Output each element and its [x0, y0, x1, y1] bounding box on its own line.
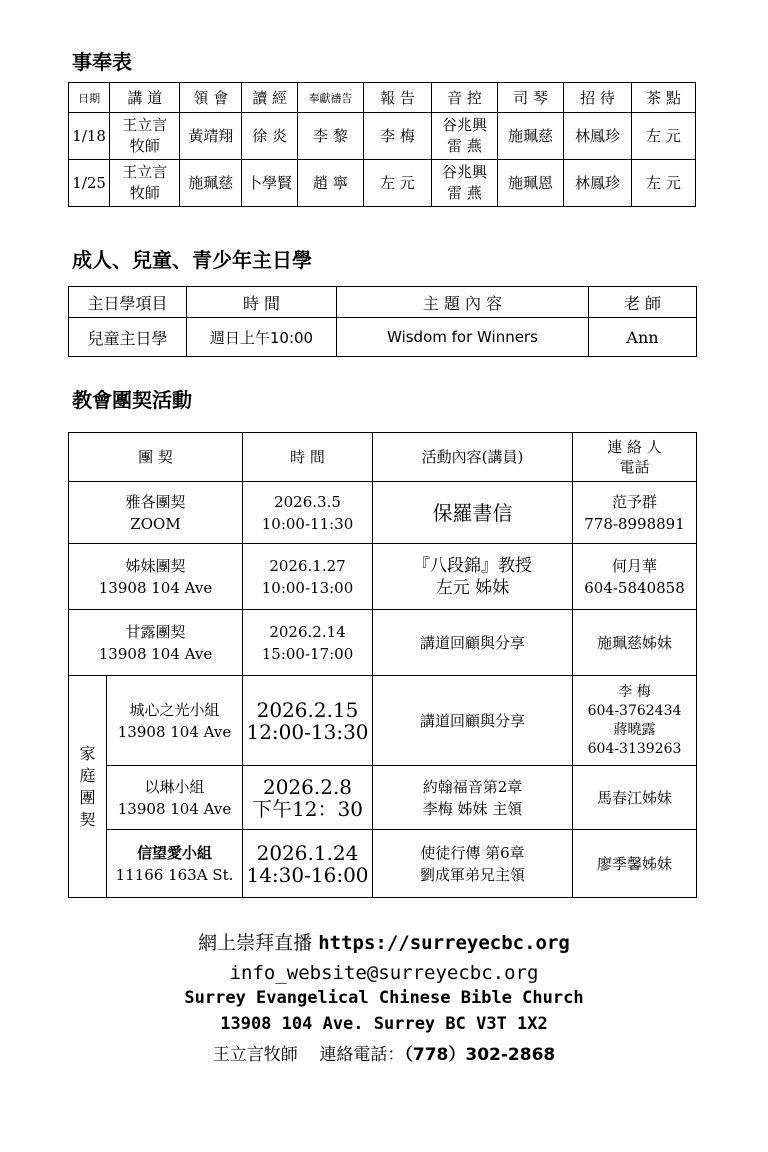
event-time: 12:00-13:30 [246, 719, 369, 744]
event-date: 2026.2.14 [269, 622, 346, 641]
cell-content: 保羅書信 [373, 482, 573, 544]
sound-name-2: 雷 燕 [447, 184, 482, 202]
sound-name-2: 雷 燕 [447, 137, 482, 155]
cell-sound [432, 160, 498, 207]
cell-contact [573, 544, 697, 610]
event-time: 下午12：30 [252, 796, 363, 821]
content-speaker: 左元 姊妹 [435, 577, 510, 598]
sound-name-1: 谷兆興 [441, 163, 487, 181]
group-name: 姊妹團契 [125, 556, 186, 575]
church-address: 13908 104 Ave. Surrey BC V3T 1X2 [220, 1014, 548, 1034]
cell-report: 左 元 [363, 160, 431, 207]
event-time: 10:00-13:00 [261, 578, 354, 597]
group-location: 13908 104 Ave [98, 578, 213, 597]
cell-time: 週日上午10:00 [187, 318, 337, 357]
header-snack: 茶 點 [632, 83, 696, 113]
cell-content: 講道回顧與分享 [373, 676, 573, 766]
cell-usher: 林鳳珍 [564, 113, 632, 160]
cell-preach [110, 113, 180, 160]
family-fellowship-label: 家 庭 團 契 [69, 676, 107, 898]
cell-teacher: Ann [589, 318, 697, 357]
group-location: 13908 104 Ave [98, 644, 213, 663]
cell-report: 李 梅 [363, 113, 431, 160]
header-prayer: 奉獻禱告 [297, 83, 363, 113]
cell-group [69, 544, 243, 610]
table-row [69, 830, 697, 898]
cell-contact: 施珮慈姊妹 [573, 610, 697, 676]
church-name: Surrey Evangelical Chinese Bible Church [184, 988, 584, 1008]
contact-phone: 778-8998891 [584, 514, 685, 533]
content-topic: 『八段錦』教授 [413, 555, 532, 576]
pastor-contact-line [0, 1040, 768, 1065]
header-teacher: 老 師 [589, 287, 697, 318]
fellowship-title: 教會團契活動 [72, 388, 192, 412]
cell-snack: 左 元 [632, 160, 696, 207]
sound-name-1: 谷兆興 [441, 116, 487, 134]
contact-phone: 604-3139263 [587, 740, 682, 757]
cell-group [107, 830, 243, 898]
preacher-name: 王立言 [122, 163, 168, 181]
cell-piano: 施珮慈 [498, 113, 564, 160]
header-contact [573, 433, 697, 482]
service-schedule-title: 事奉表 [72, 50, 132, 74]
group-name: 以琳小組 [144, 777, 205, 796]
table-row [69, 113, 696, 160]
preacher-title: 牧師 [129, 137, 160, 155]
event-time: 15:00-17:00 [261, 644, 354, 663]
group-name: 甘露團契 [125, 622, 186, 641]
contact-name: 何月華 [611, 556, 657, 575]
header-lead: 領 會 [180, 83, 242, 113]
group-location: 13908 104 Ave [117, 722, 232, 741]
cell-group [69, 482, 243, 544]
cell-sound [432, 113, 498, 160]
sunday-school-title: 成人、兒童、青少年主日學 [72, 248, 312, 272]
group-location: 11166 163A St. [115, 865, 234, 884]
pastor-name: 王立言牧師 [212, 1045, 298, 1065]
header-contact-phone: 電話 [619, 458, 650, 476]
content-topic: 約翰福音第2章 [422, 777, 523, 796]
cell-group [107, 676, 243, 766]
group-name: 信望愛小組 [136, 843, 212, 862]
cell-content [373, 766, 573, 830]
live-stream-line [0, 928, 768, 955]
cell-time [243, 610, 373, 676]
table-row [69, 544, 697, 610]
cell-content [373, 830, 573, 898]
header-piano: 司 琴 [498, 83, 564, 113]
group-name: 城心之光小組 [129, 700, 220, 719]
email-link[interactable]: info_website@surreyecbc.org [229, 962, 539, 984]
header-content: 活動內容(講員) [373, 433, 573, 482]
cell-date: 1/18 [69, 113, 110, 160]
contact-phone: 604-5840858 [584, 578, 685, 597]
header-topic: 主 題 內 容 [337, 287, 589, 318]
preacher-title: 牧師 [129, 184, 160, 202]
cell-contact [573, 482, 697, 544]
service-schedule-table [68, 82, 696, 207]
fellowship-table [68, 432, 697, 898]
event-time: 10:00-11:30 [261, 514, 354, 533]
cell-time [243, 482, 373, 544]
contact-phone: 604-3762434 [587, 702, 682, 719]
group-location: ZOOM [130, 514, 181, 533]
cell-contact [573, 676, 697, 766]
table-row [69, 160, 696, 207]
preacher-name: 王立言 [122, 116, 168, 134]
cell-lead: 施珮慈 [180, 160, 242, 207]
cell-time [243, 676, 373, 766]
phone-number: （778）302-2868 [404, 1045, 556, 1065]
content-speaker: 劉成軍弟兄主領 [419, 865, 525, 884]
cell-item: 兒童主日學 [69, 318, 187, 357]
table-row [69, 610, 697, 676]
header-time: 時 間 [243, 433, 373, 482]
cell-contact: 馬春江姊妹 [573, 766, 697, 830]
header-sound: 音 控 [432, 83, 498, 113]
live-stream-link[interactable]: https://surreyecbc.org [318, 932, 570, 954]
cell-prayer: 李 黎 [297, 113, 363, 160]
header-item: 主日學項目 [69, 287, 187, 318]
header-preach: 講 道 [110, 83, 180, 113]
table-row [69, 766, 697, 830]
cell-lead: 黃靖翔 [180, 113, 242, 160]
event-date: 2026.2.8 [262, 774, 353, 799]
header-usher: 招 待 [564, 83, 632, 113]
group-location: 13908 104 Ave [117, 799, 232, 818]
cell-contact: 廖季馨姊妹 [573, 830, 697, 898]
table-header-row [69, 83, 696, 113]
group-name: 雅各團契 [125, 492, 186, 511]
cell-preach [110, 160, 180, 207]
cell-group [69, 610, 243, 676]
contact-name: 蔣曉露 [613, 721, 656, 738]
cell-date: 1/25 [69, 160, 110, 207]
header-date: 日期 [69, 83, 110, 113]
table-header-row [69, 287, 697, 318]
cell-time [243, 766, 373, 830]
contact-name: 李 梅 [618, 683, 651, 700]
phone-label: 連絡電話： [319, 1045, 405, 1065]
cell-usher: 林鳳珍 [564, 160, 632, 207]
header-reading: 讀 經 [242, 83, 298, 113]
event-date: 2026.2.15 [256, 697, 359, 722]
cell-reading: 卜學賢 [242, 160, 298, 207]
cell-snack: 左 元 [632, 113, 696, 160]
cell-time [243, 544, 373, 610]
cell-group [107, 766, 243, 830]
cell-prayer: 趙 寧 [297, 160, 363, 207]
content-topic: 使徒行傳 第6章 [420, 843, 525, 862]
cell-time [243, 830, 373, 898]
cell-topic: Wisdom for Winners [337, 318, 589, 357]
content-speaker: 李梅 姊妹 主領 [422, 799, 523, 818]
header-contact-person: 連 絡 人 [607, 438, 662, 456]
event-time: 14:30-16:00 [246, 862, 369, 887]
table-header-row [69, 433, 697, 482]
sunday-school-table [68, 286, 697, 357]
cell-content: 講道回顧與分享 [373, 610, 573, 676]
event-date: 2026.3.5 [274, 492, 341, 511]
table-row [69, 318, 697, 357]
cell-piano: 施珮恩 [498, 160, 564, 207]
event-date: 2026.1.27 [269, 556, 346, 575]
cell-content [373, 544, 573, 610]
contact-name: 范予群 [611, 492, 657, 511]
event-date: 2026.1.24 [256, 840, 359, 865]
table-row [69, 482, 697, 544]
header-time: 時 間 [187, 287, 337, 318]
cell-reading: 徐 炎 [242, 113, 298, 160]
table-row [69, 676, 697, 766]
live-stream-label: 網上崇拜直播 [198, 932, 313, 954]
header-report: 報 告 [363, 83, 431, 113]
header-group: 團 契 [69, 433, 243, 482]
